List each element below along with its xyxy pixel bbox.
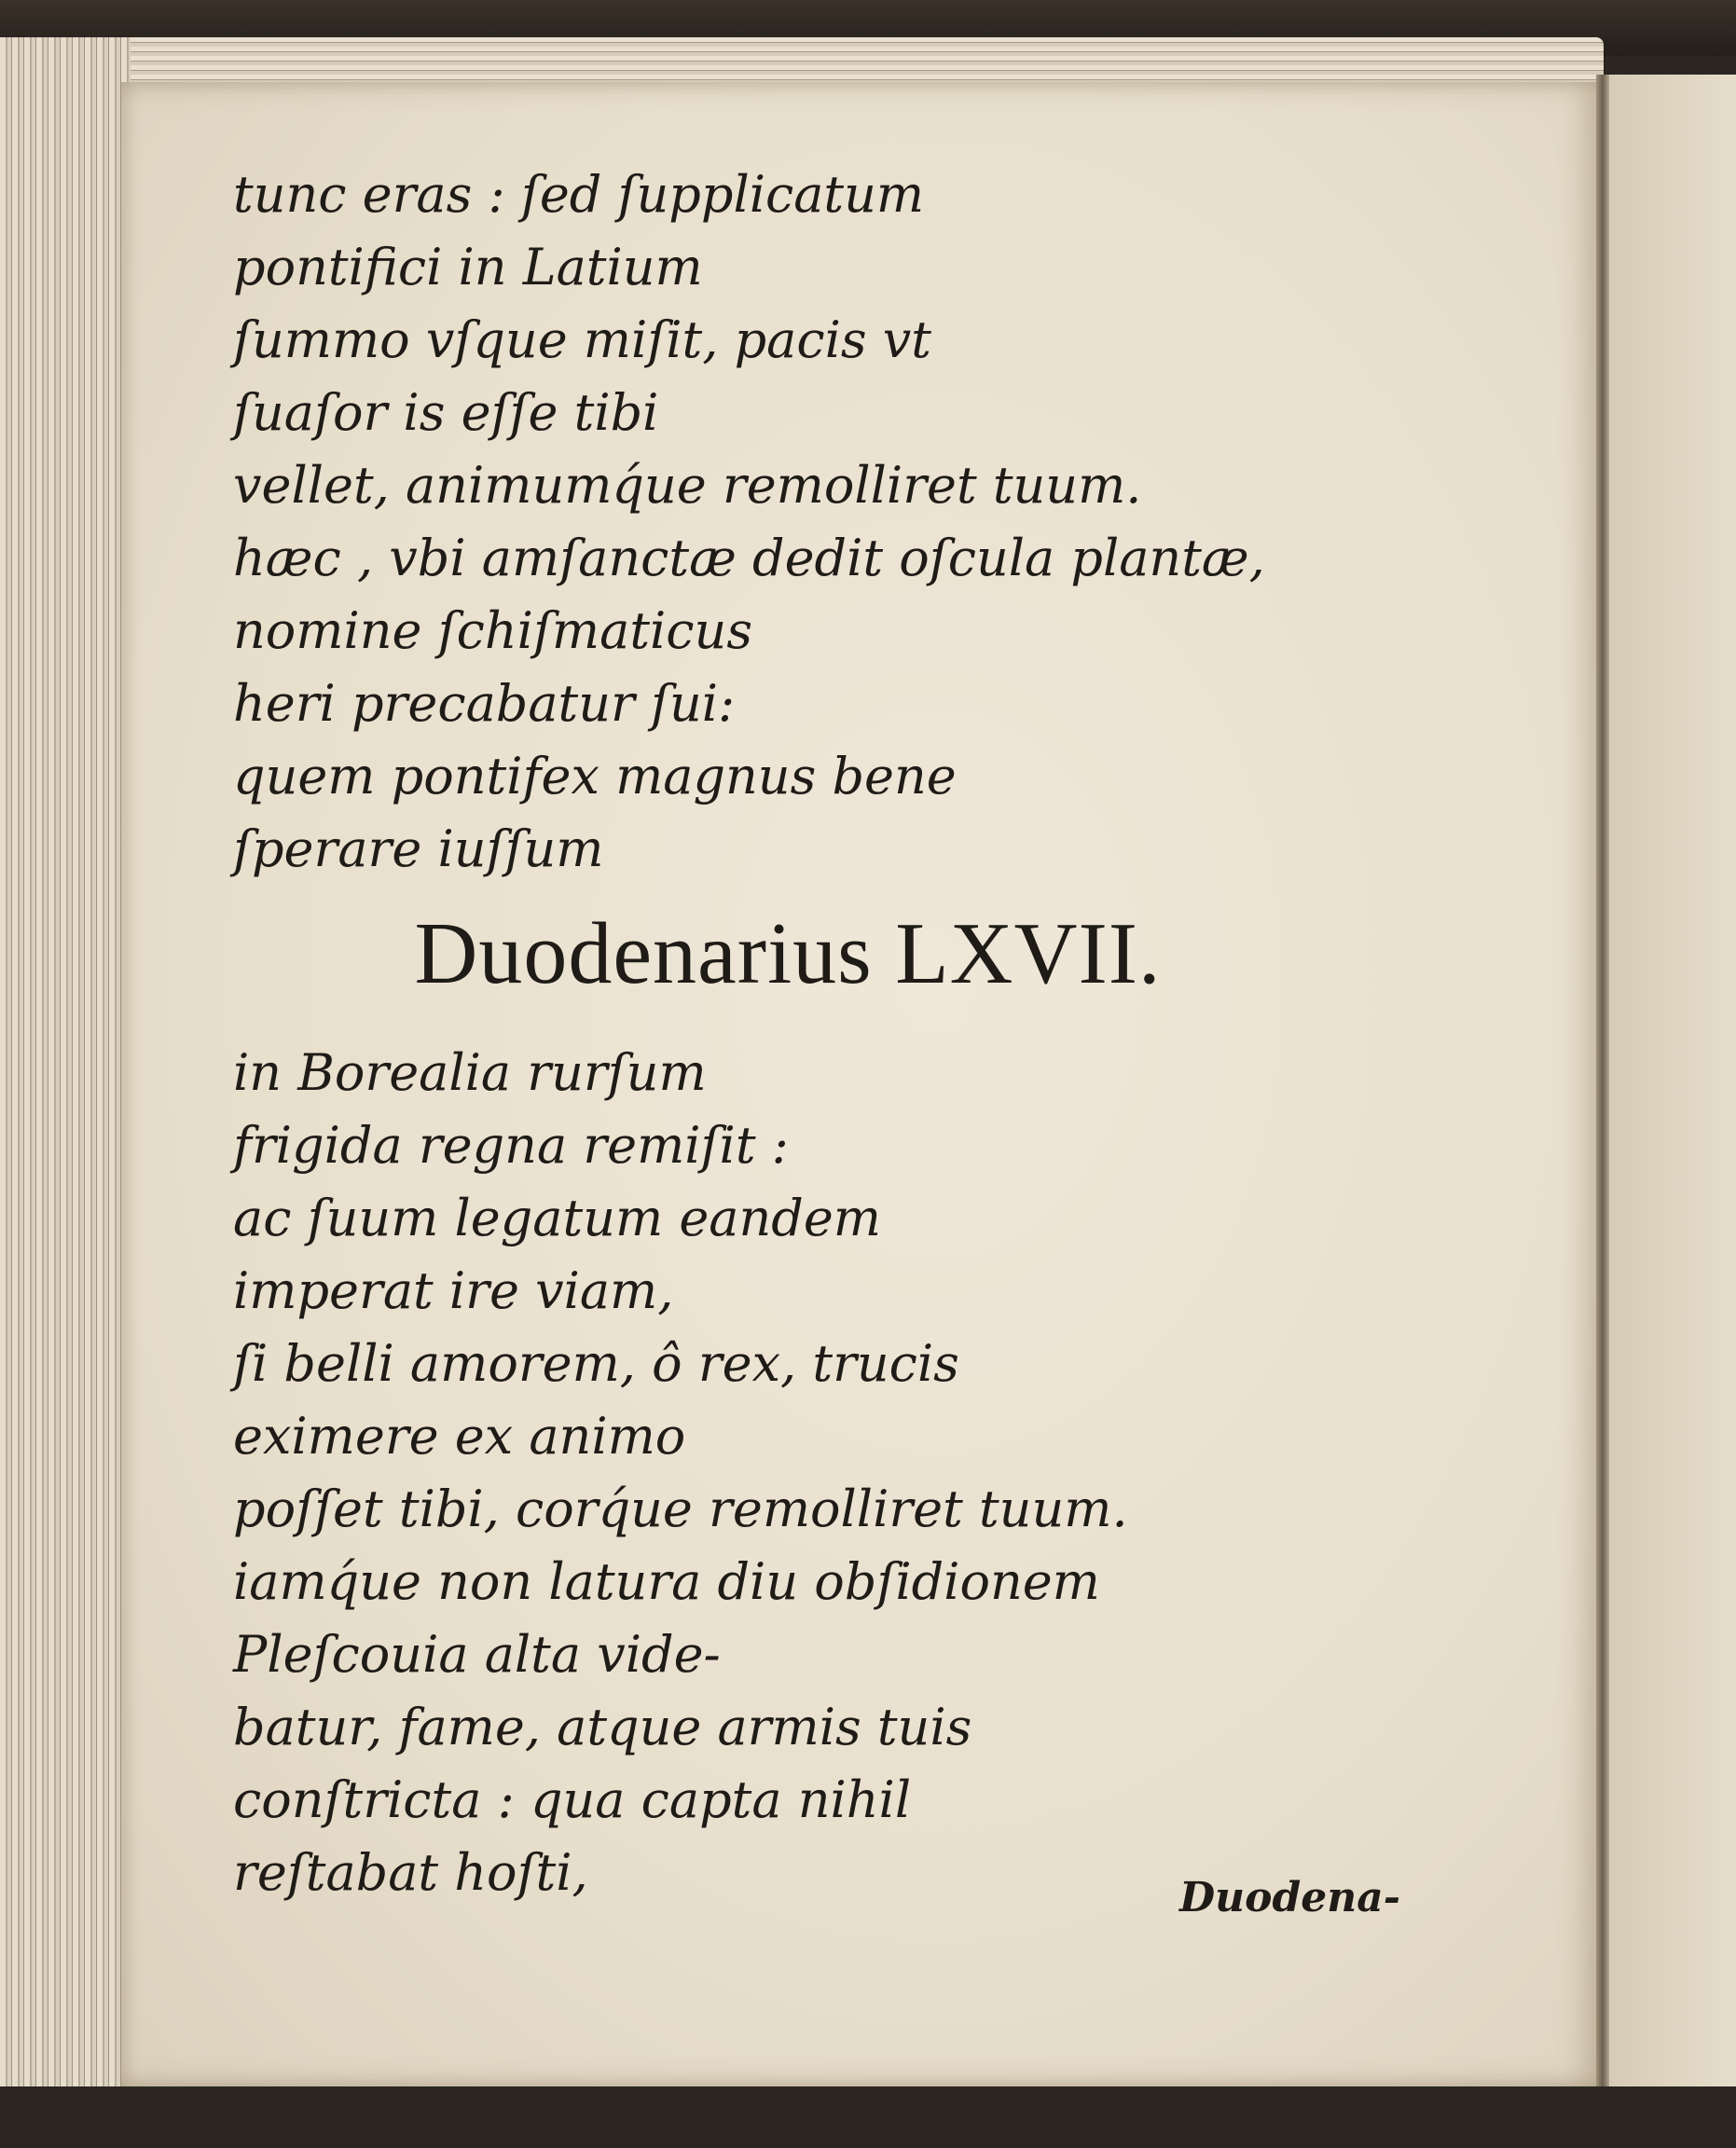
verse-block-1 [233,158,1287,886]
book-bottom-shadow [0,2086,1736,2148]
verse-line: vellet, animumq́ue remolliret tuum. [233,456,1142,515]
verse-line: reſtabat hoſti, [233,1843,588,1902]
verse-line: imperat ire viam, [233,1261,674,1320]
page-side-edges [0,37,131,2116]
verse-line: ſi belli amorem, ô rex, trucis [233,1334,959,1393]
verse-line: pontifici in Latium [233,238,703,296]
verse-line: tunc eras : ſed ſupplicatum [233,165,925,224]
verse-line: ſuaſor is eſſe tibi [233,383,659,442]
verse-line: nomine ſchiſmaticus [233,601,753,660]
verse-line: in Borealia rurſum [233,1043,707,1102]
verse-line: ſperare iuſſum [233,819,604,878]
verse-block-2 [233,1037,1287,1909]
verse-line: hæc , vbi amſanctæ dedit oſcula plantæ, [233,529,1265,587]
verse-line: Pleſcouia alta vide- [233,1625,721,1684]
catchword: Duodena- [1179,1874,1401,1921]
verse-line: conſtricta : qua capta nihil [233,1770,912,1829]
book-gutter [1596,75,1609,2098]
verse-line: quem pontifex magnus bene [233,747,957,806]
facing-page-edge [1609,75,1736,2116]
verse-line: frigida regna remiſit : [233,1116,789,1175]
page-text [233,158,1287,1909]
verse-line: heri precabatur ſui: [233,674,736,733]
verse-line: eximere ex animo [233,1407,686,1466]
verse-line: poſſet tibi, corq́ue remolliret tuum. [233,1480,1128,1538]
verse-line: ſummo vſque miſit, pacis vt [233,310,931,369]
verse-line: ac ſuum legatum eandem [233,1189,882,1247]
verse-line: batur, fame, atque armis tuis [233,1698,972,1756]
verse-line: iamq́ue non latura diu obſidionem [233,1552,1100,1611]
section-heading: Duodenarius LXVII. [414,905,1162,1002]
